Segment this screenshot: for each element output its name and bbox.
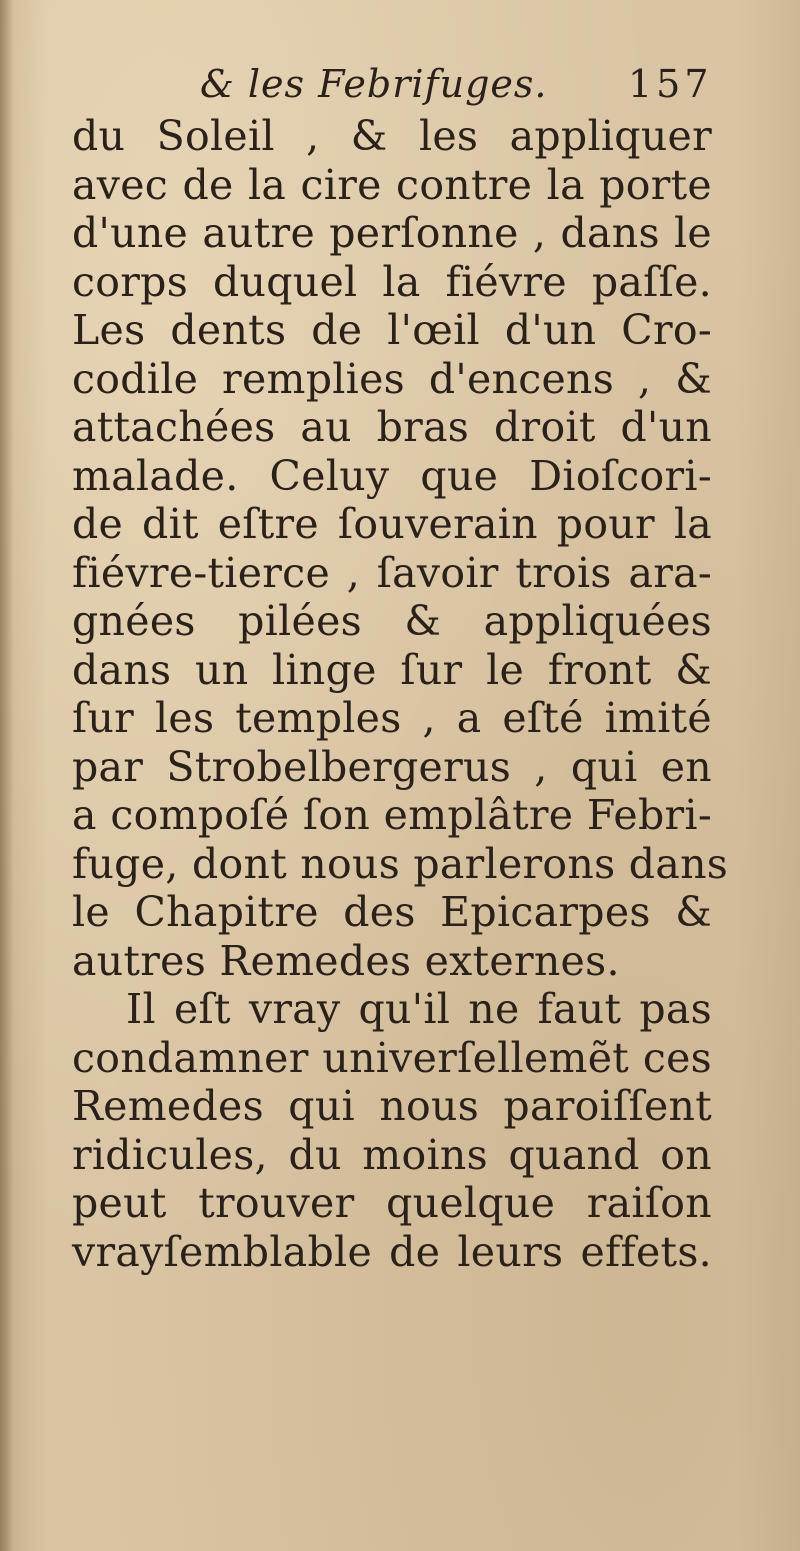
text-line: Les dents de l'œil d'un Cro- [72,306,712,354]
text-line: fiévre-tierce , ſavoir trois ara- [72,548,712,597]
text-line: malade. Celuy que Dioſcori- [72,451,712,500]
text-line: Remedes qui nous paroiſſent [72,1082,712,1130]
text-line: vrayſemblable de leurs effets. [72,1227,712,1276]
text-line: par Strobelbergerus , qui en [72,742,712,791]
text-line: peut trouver quelque raiſon [72,1179,712,1227]
text-line: ſur les temples , a eſté imité [72,694,712,742]
text-line: condamner univerſellemẽt ces [72,1033,712,1082]
text-block [72,112,729,1276]
text-line: autres Remedes externes. [72,936,620,985]
text-line: codile remplies d'encens , & [72,354,712,403]
text-line: fuge, dont nous parlerons dans [72,839,729,888]
text-line: du Soleil , & les appliquer [72,112,712,160]
spine-shadow [0,0,14,1551]
text-line: ridicules, du moins quand on [72,1130,712,1179]
text-line: avec de la cire contre la porte [72,160,712,209]
text-line: corps duquel la fiévre paſſe. [72,257,712,306]
text-line: dans un linge ſur le front & [72,645,712,694]
text-line: de dit eſtre ſouverain pour la [72,500,712,548]
text-line: le Chapitre des Epicarpes & [72,888,712,936]
text-line: attachées au bras droit d'un [72,403,712,451]
running-head [0,62,800,112]
text-line: Il eſt vray qu'il ne faut pas [126,985,712,1033]
text-line: d'une autre perſonne , dans le [72,209,712,257]
text-line: gnées pilées & appliquées [72,597,712,645]
running-title: & les Febrifuges. [200,62,548,106]
page-number: 157 [628,62,713,106]
text-line: a compoſé ſon emplâtre Febri- [72,791,712,839]
